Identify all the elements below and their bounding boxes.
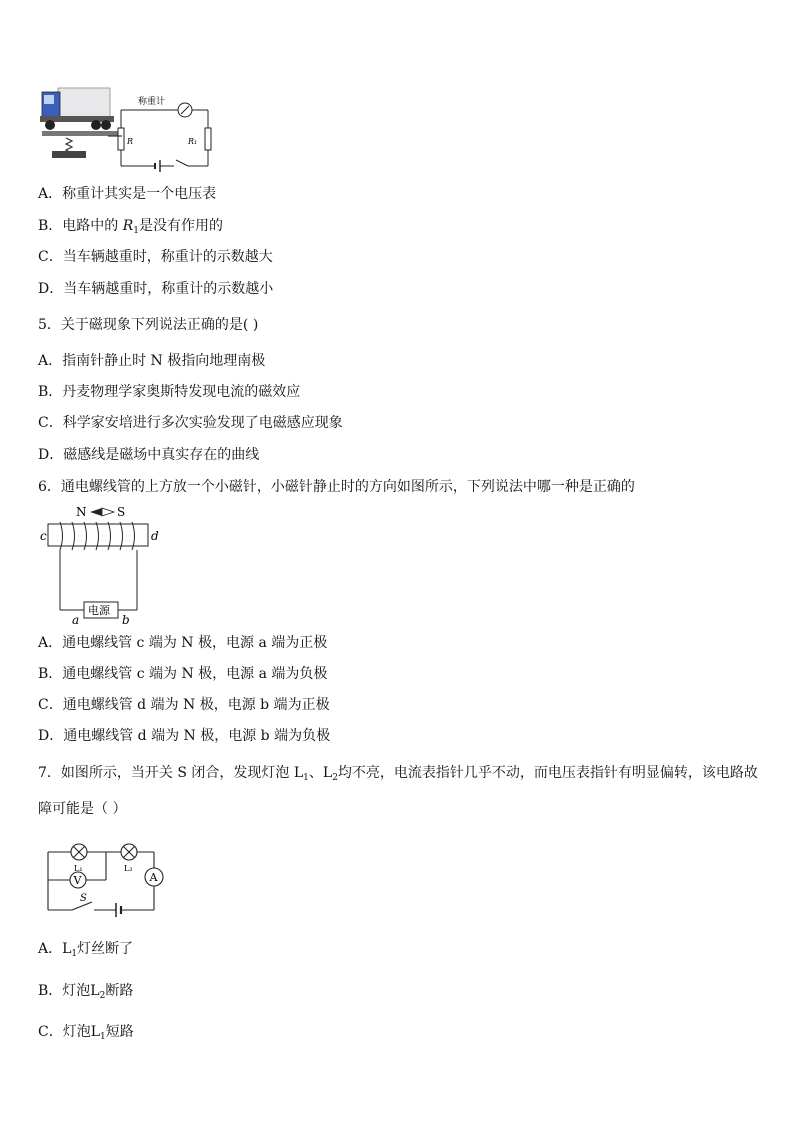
q7-option-a: A．$L_1$灯丝断了 [38,941,134,959]
compass-needle [90,508,114,516]
switch-label: S [80,893,87,904]
switch [176,160,188,166]
q6-option-a: A．通电螺线管 c 端为 N 极，电源 a 端为正极 [38,635,328,651]
q7-stem-line2: 障可能是（ ） [38,801,127,817]
r1-label: R₁ [188,137,198,146]
lamp-circuit-figure [44,840,169,918]
lamp-l1 [71,844,87,860]
q6-stem: 6．通电螺线管的上方放一个小磁针，小磁针静止时的方向如图所示，下列说法中哪一种是正确的 [38,479,635,495]
resistor-r [118,128,124,150]
q4-option-b: B．电路中的 $R_1$是没有作用的 [38,218,224,236]
voltmeter-label: V [73,874,82,887]
scale-label: 称重计 [138,97,166,107]
terminal-b-label: b [122,613,130,627]
l2-label: L₂ [124,864,133,873]
q4-option-a: A．称重计其实是一个电压表 [38,186,217,202]
r-label: R [127,137,134,146]
q6-option-c: C．通电螺线管 d 端为 N 极，电源 b 端为正极 [38,697,330,713]
truck-scale-figure [38,82,213,172]
q5-stem: 5．关于磁现象下列说法正确的是( ) [38,317,259,333]
q4-option-c: C．当车辆越重时，称重计的示数越大 [38,249,273,265]
q5-option-c: C．科学家安培进行多次实验发现了电磁感应现象 [38,415,343,431]
q5-option-b: B．丹麦物理学家奥斯特发现电流的磁效应 [38,384,301,400]
end-d-label: d [151,529,159,543]
lamp-l2 [121,844,137,860]
q7-stem-line1: 7．如图所示，当开关 S 闭合，发现灯泡 $L_1$、$L_2$均不亮，电流表指针几乎不动，而电压表指针有明显偏转，该电路故 [38,765,758,783]
ammeter-label: A [149,871,158,884]
q6-option-b: B．通电螺线管 c 端为 N 极，电源 a 端为负极 [38,666,328,682]
source-label: 电源 [88,604,110,617]
q7-option-c: C．灯泡$L_1$短路 [38,1024,134,1042]
terminal-a-label: a [72,613,80,627]
l1-label: L₁ [74,864,83,873]
end-c-label: c [40,529,47,543]
q5-option-d: D．磁感线是磁场中真实存在的曲线 [38,447,260,463]
q5-option-a: A．指南针静止时 N 极指向地理南极 [38,353,266,369]
needle-s-label: S [117,505,126,519]
needle-n-label: N [76,505,87,519]
truck-illustration [40,88,122,158]
q4-option-d: D．当车辆越重时，称重计的示数越小 [38,281,274,297]
q7-option-b: B．灯泡$L_2$断路 [38,983,134,1001]
resistor-r1 [205,128,211,150]
solenoid-figure [38,500,168,628]
q6-option-d: D．通电螺线管 d 端为 N 极，电源 b 端为负极 [38,728,331,744]
